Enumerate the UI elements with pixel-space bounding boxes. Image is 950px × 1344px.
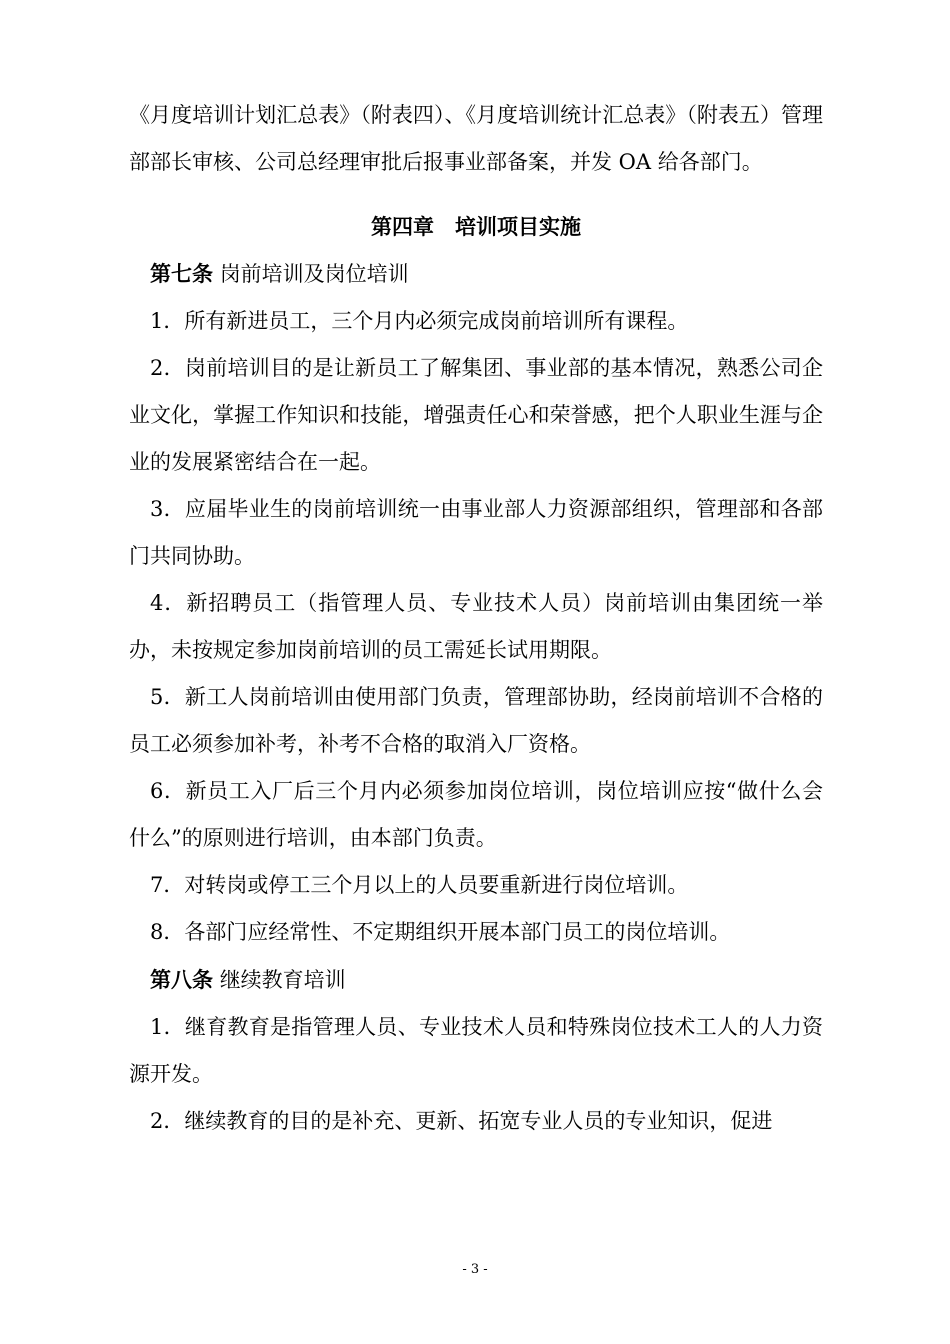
page-number: - 3 -	[462, 1262, 488, 1277]
article-7-item-7: 7．对转岗或停工三个月以上的人员要重新进行岗位培训。	[150, 873, 689, 897]
article-7-item-8: 8．各部门应经常性、不定期组织开展本部门员工的岗位培训。	[150, 920, 731, 944]
document-body	[129, 92, 823, 1145]
article-8-header	[129, 956, 823, 1004]
article-7-item-2: 2．岗前培训目的是让新员工了解集团、事业部的基本情况，熟悉公司企业文化，掌握工作知识和技能，增强责任心和荣誉感，把个人职业生涯与企业的发展紧密结合在一起。	[129, 356, 823, 474]
article-8-title: 继续教育培训	[219, 968, 346, 992]
article-8-item-1: 1．继育教育是指管理人员、专业技术人员和特殊岗位技术工人的人力资源开发。	[129, 1015, 823, 1086]
intro-paragraph: 《月度培训计划汇总表》（附表四）、《月度培训统计汇总表》（附表五）管理部部长审核、公司总经理审批后报事业部备案，并发 OA 给各部门。	[129, 103, 823, 174]
article-7-item-1: 1．所有新进员工，三个月内必须完成岗前培训所有课程。	[150, 309, 689, 333]
article-7-title: 岗前培训及岗位培训	[219, 262, 409, 286]
article-8-number: 第八条	[150, 967, 213, 992]
article-7-header	[129, 250, 823, 298]
article-8-item-2: 2．继续教育的目的是补充、更新、拓宽专业人员的专业知识，促进	[150, 1109, 773, 1133]
article-7-item-6: 6．新员工入厂后三个月内必须参加岗位培训，岗位培训应按“做什么会什么”的原则进行培训，由本部门负责。	[129, 779, 823, 850]
article-7-number: 第七条	[150, 261, 213, 286]
chapter-title: 第四章 培训项目实施	[371, 214, 581, 239]
article-7-item-3: 3．应届毕业生的岗前培训统一由事业部人力资源部组织，管理部和各部门共同协助。	[129, 497, 823, 568]
article-7-item-5: 5．新工人岗前培训由使用部门负责，管理部协助，经岗前培训不合格的员工必须参加补考，补考不合格的取消入厂资格。	[129, 685, 823, 756]
article-7-item-4: 4．新招聘员工（指管理人员、专业技术人员）岗前培训由集团统一举办，未按规定参加岗前培训的员工需延长试用期限。	[129, 591, 823, 662]
